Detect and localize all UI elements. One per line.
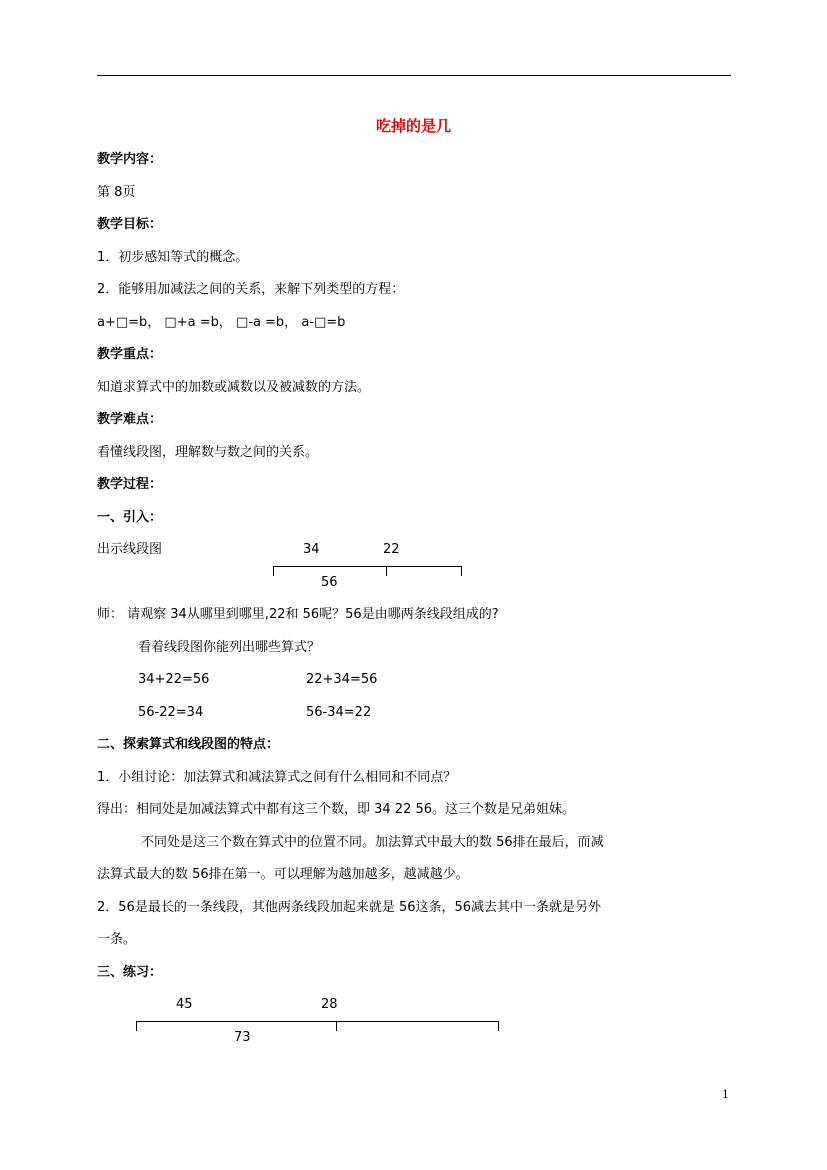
content-label: 教学内容： [97,152,163,167]
point-1: 1．小组讨论：加法算式和减法算式之间有什么相同和不同点？ [97,770,457,785]
section-2-heading: 二、探索算式和线段图的特点： [97,737,280,752]
key-label: 教学重点： [97,347,163,362]
diagram-2-segment-line [136,1021,498,1022]
diagram-2-left-label: 45 [176,997,193,1012]
diagram-1-total-label: 56 [321,575,338,590]
section-1-heading: 一、引入： [97,510,163,525]
point-2-line-1: 2．56是最长的一条线段，其他两条线段加起来就是 56这条，56减去其中一条就是另外 [97,900,602,915]
diagram-1-left-label: 34 [303,542,320,557]
diagram-2-right-label: 28 [321,997,338,1012]
diagram-1-right-label: 22 [383,542,400,557]
page-number: 1 [722,1088,729,1101]
diagram-2-tick-start [136,1021,137,1031]
header-rule [97,75,731,76]
difficulty-label: 教学难点： [97,412,163,427]
difference-line-2: 法算式最大的数 56排在第一。可以理解为越加越多，越减越少。 [97,867,469,882]
goal-1: 1．初步感知等式的概念。 [97,250,249,265]
goals-label: 教学目标： [97,217,163,232]
key-text: 知道求算式中的加数或减数以及被减数的方法。 [97,380,371,395]
diagram-2-total-label: 73 [234,1030,251,1045]
difference-line-1: 不同处是这三个数在算式中的位置不同。加法算式中最大的数 56排在最后，而减 [141,835,604,850]
process-label: 教学过程： [97,477,163,492]
point-2-line-2: 一条。 [97,932,137,947]
show-diagram-text: 出示线段图 [97,542,163,557]
diagram-2-tick-end [498,1021,499,1031]
equation-types: a+□=b， □+a =b， □-a =b， a-□=b [97,315,346,330]
goal-2: 2．能够用加减法之间的关系，来解下列类型的方程： [97,282,405,297]
diagram-1-tick-middle [386,566,387,576]
difficulty-text: 看懂线段图，理解数与数之间的关系。 [97,445,319,460]
page-title: 吃掉的是几 [375,117,451,135]
teacher-question: 师： 请观察 34从哪里到哪里,22和 56呢？56是由哪两条线段组成的? [97,607,499,622]
equation-2: 22+34=56 [306,672,378,687]
diagram-2-tick-middle [336,1021,337,1031]
section-3-heading: 三、练习： [97,965,163,980]
ask-line: 看着线段图你能列出哪些算式？ [138,640,321,655]
diagram-1-segment-line [273,566,461,567]
diagram-1-tick-start [273,566,274,576]
equation-1: 34+22=56 [138,672,210,687]
equation-4: 56-34=22 [306,705,372,720]
conclusion: 得出：相同处是加减法算式中都有这三个数，即 34 22 56。这三个数是兄弟姐妹。 [97,802,576,817]
content-text: 第 8页 [97,185,136,200]
equation-3: 56-22=34 [138,705,204,720]
diagram-1-tick-end [461,566,462,576]
